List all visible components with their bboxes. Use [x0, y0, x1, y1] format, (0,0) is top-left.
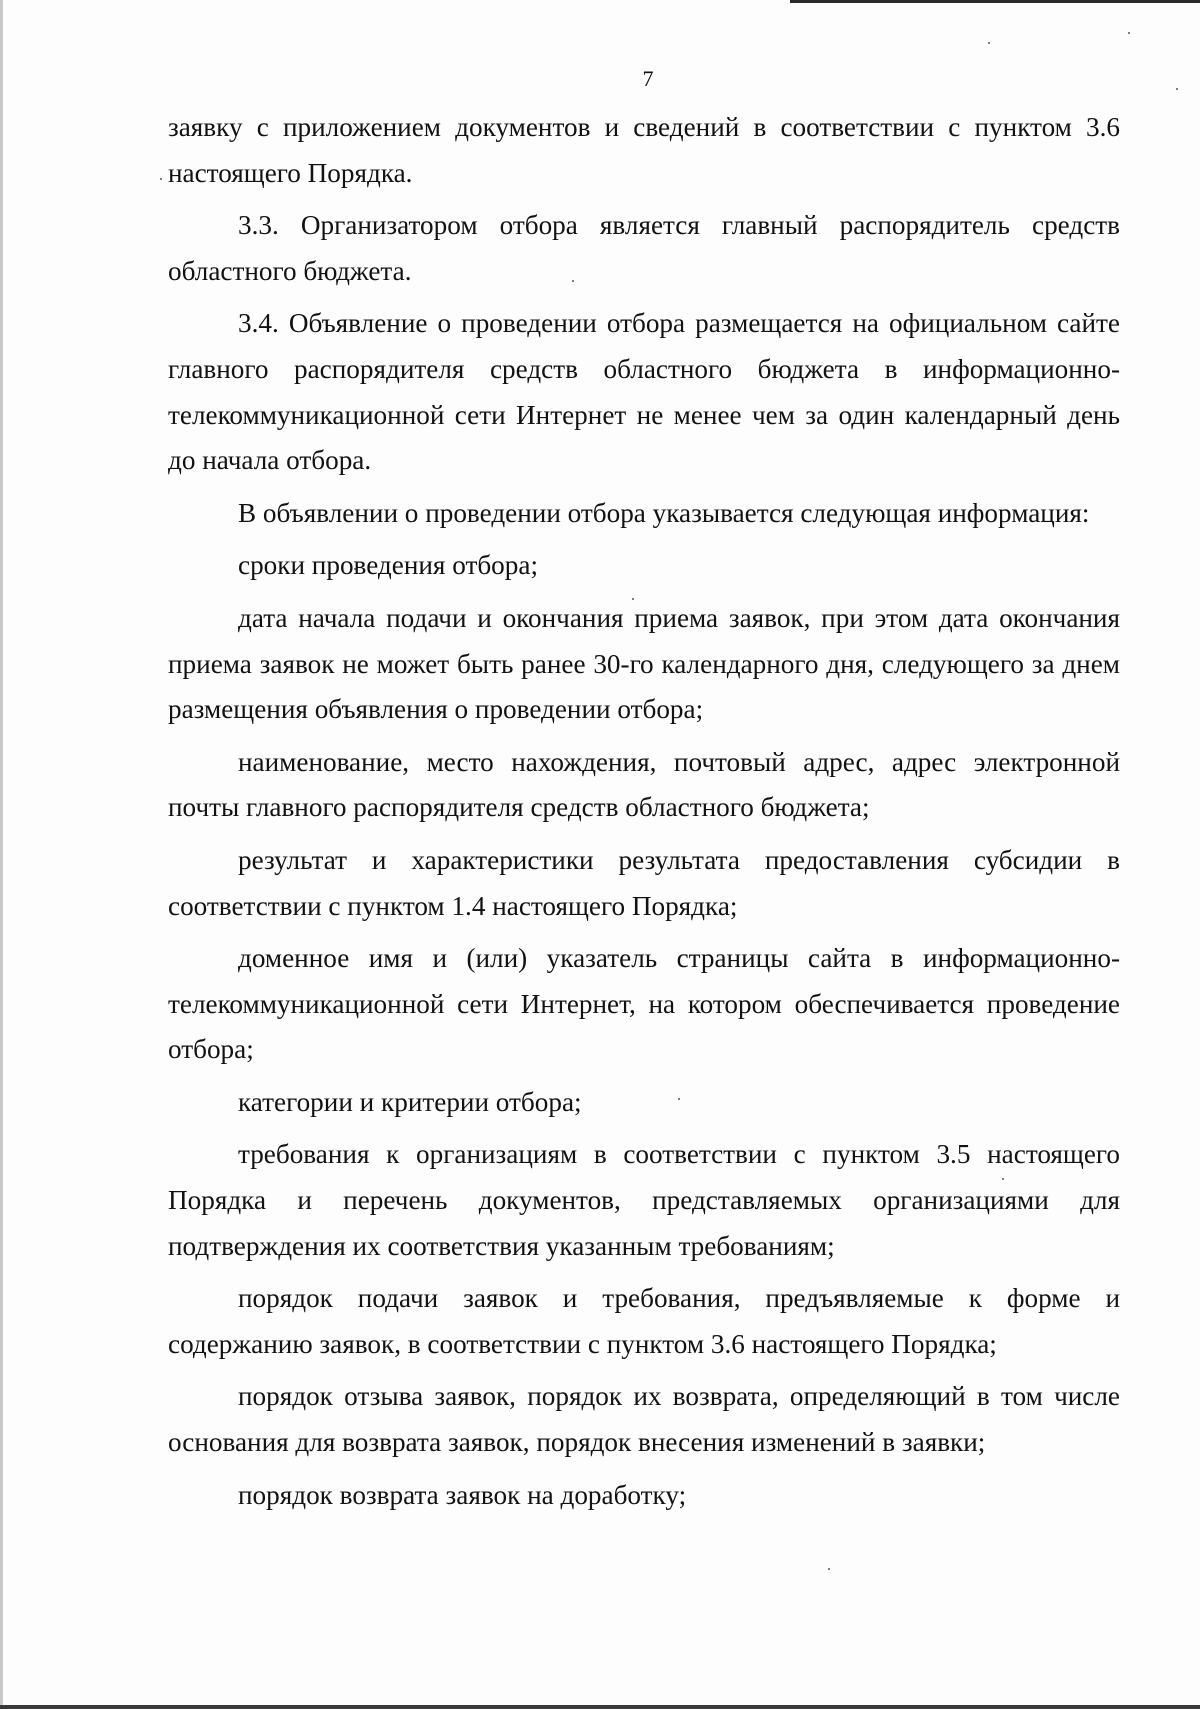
- paragraph-announcement-info: В объявлении о проведении отбора указывается следующая информация:: [238, 497, 1090, 528]
- list-item: сроки проведения отбора;: [238, 550, 538, 581]
- list-item: порядок отзыва заявок, порядок их возврата, определяющий в том числе основания для возврата заявок, порядок внесения изменений в заявки;: [168, 1381, 1120, 1458]
- scan-edge-bottom: [0, 1705, 1200, 1709]
- scan-edge-top: [790, 0, 1200, 3]
- scan-speck: [828, 1568, 830, 1570]
- page-number: 7: [642, 66, 654, 91]
- list-item: дата начала подачи и окончания приема заявок, при этом дата окончания приема заявок не может быть ранее 30-го календарного дня, следующего за днем размещения объявления о проведении отбора;: [168, 602, 1120, 725]
- paragraph-3-4: 3.4. Объявление о проведении отбора размещается на официальном сайте главного распорядителя средств областного бюджета в информационно-телекоммуникационной сети Интернет не менее чем за один календарный день до начала отбора.: [168, 308, 1120, 476]
- scan-speck: [160, 178, 162, 180]
- scan-edge-left: [0, 0, 3, 1709]
- list-item: категории и критерии отбора;: [238, 1086, 582, 1117]
- paragraph-continuation: заявку с приложением документов и сведений в соответствии с пунктом 3.6 настоящего Порядка.: [168, 112, 1120, 188]
- scan-speck: [1128, 32, 1130, 34]
- list-item: требования к организациям в соответствии с пунктом 3.5 настоящего Порядка и перечень документов, представляемых организациями для подтверждения их соответствия указанным требованиям;: [168, 1139, 1120, 1261]
- list-item: наименование, место нахождения, почтовый адрес, адрес электронной почты главного распорядителя средств областного бюджета;: [168, 746, 1120, 823]
- document-body: [168, 105, 1120, 1518]
- list-item: доменное имя и (или) указатель страницы сайта в информационно-телекоммуникационной сети Интернет, на котором обеспечивается проведение отбора;: [168, 943, 1120, 1065]
- list-item: порядок возврата заявок на доработку;: [238, 1479, 687, 1510]
- paragraph-3-3: 3.3. Организатором отбора является главный распорядитель средств областного бюджета.: [168, 210, 1120, 286]
- scan-speck: [988, 42, 990, 44]
- list-item: результат и характеристики результата предоставления субсидии в соответствии с пунктом 1.4 настоящего Порядка;: [168, 844, 1120, 921]
- list-item: порядок подачи заявок и требования, предъявляемые к форме и содержанию заявок, в соответствии с пунктом 3.6 настоящего Порядка;: [168, 1283, 1120, 1359]
